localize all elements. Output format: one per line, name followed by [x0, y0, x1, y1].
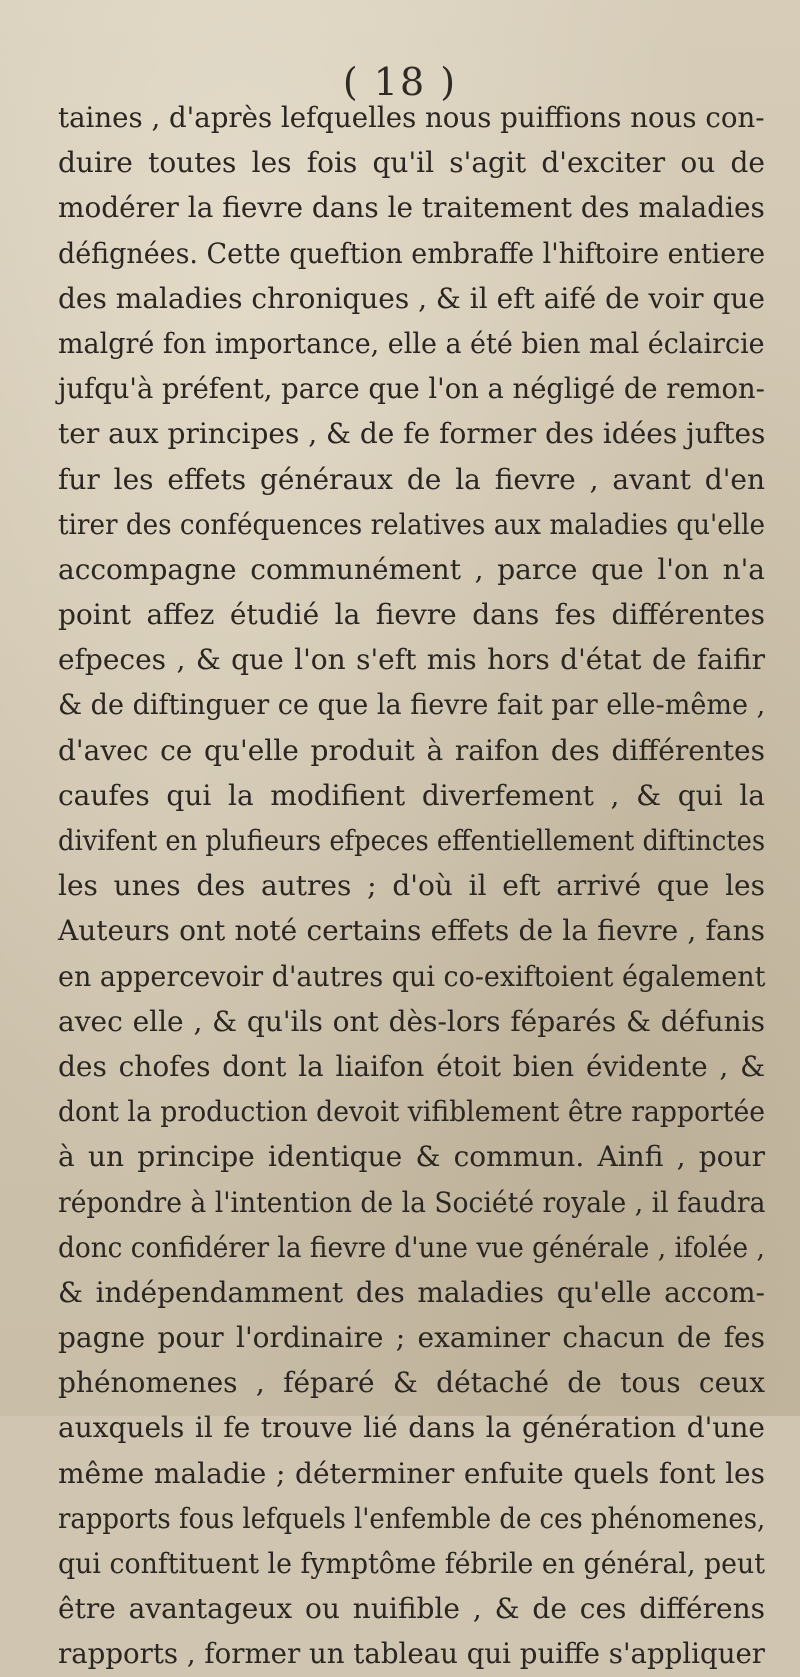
text-line: rapports , former un tableau qui puiffe s'appliquer — [58, 1637, 766, 1671]
text-line: rapports fous lefquels l'enfemble de ces phénomenes, — [58, 1501, 766, 1535]
text-line: Auteurs ont noté certains effets de la fievre , fans — [58, 914, 765, 948]
text-line: & indépendamment des maladies qu'elle accom- — [58, 1275, 765, 1309]
text-line: modérer la fievre dans le traitement des maladies — [58, 191, 765, 225]
text-line: & de diftinguer ce que la fievre fait par elle-même , — [58, 688, 766, 722]
text-line: les unes des autres ; d'où il eft arrivé que les — [58, 869, 765, 903]
page-number: ( 18 ) — [342, 60, 458, 104]
text-line: divifent en plufieurs efpeces effentiellement diftinctes — [58, 824, 766, 857]
text-line: des maladies chroniques , & il eft aifé de voir que — [58, 281, 765, 315]
text-line: à un principe identique & commun. Ainfi , pour — [58, 1140, 765, 1174]
text-line: en appercevoir d'autres qui co-exiftoient également — [58, 959, 766, 993]
text-line: qui conftituent le fymptôme fébrile en général, peut — [58, 1547, 766, 1580]
text-line: accompagne communément , parce que l'on n'a — [58, 552, 765, 586]
text-line: même maladie ; déterminer enfuite quels font les — [58, 1456, 765, 1490]
text-line: pagne pour l'ordinaire ; examiner chacun de fes — [58, 1321, 765, 1355]
text-line: tirer des conféquences relatives aux maladies qu'elle — [58, 507, 766, 541]
text-line: donc confidérer la fievre d'une vue générale , ifolée , — [58, 1230, 765, 1264]
text-line: caufes qui la modifient diverfement , & qui la — [58, 778, 765, 812]
text-line: point affez étudié la fievre dans fes différentes — [58, 598, 765, 632]
text-line: auxquels il fe trouve lié dans la génération d'une — [58, 1411, 765, 1445]
text-line: des chofes dont la liaifon étoit bien évidente , & — [58, 1049, 765, 1083]
text-line: duire toutes les fois qu'il s'agit d'exciter ou de — [58, 146, 765, 180]
text-line: défignées. Cette queftion embraffe l'hiftoire entiere — [58, 236, 766, 270]
text-line: taines , d'après lefquelles nous puiffions nous con- — [58, 101, 765, 134]
text-line: ter aux principes , & de fe former des idées juftes — [58, 417, 766, 451]
text-line: phénomenes , féparé & détaché de tous ceux — [58, 1366, 765, 1400]
text-line: d'avec ce qu'elle produit à raifon des différentes — [58, 733, 765, 767]
text-line: jufqu'à préfent, parce que l'on a négligé de remon- — [58, 372, 765, 406]
body-text — [58, 95, 765, 1677]
text-line: être avantageux ou nuifible , & de ces différens — [58, 1592, 765, 1626]
text-line: efpeces , & que l'on s'eft mis hors d'état de faifir — [58, 643, 765, 677]
text-line: fur les effets généraux de la fievre , avant d'en — [58, 462, 765, 496]
text-line: répondre à l'intention de la Société royale , il faudra — [58, 1185, 766, 1219]
text-line: dont la production devoit vifiblement être rapportée — [58, 1095, 766, 1129]
text-line: avec elle , & qu'ils ont dès-lors féparés & défunis — [58, 1004, 765, 1038]
text-line: malgré fon importance, elle a été bien mal éclaircie — [58, 326, 765, 360]
